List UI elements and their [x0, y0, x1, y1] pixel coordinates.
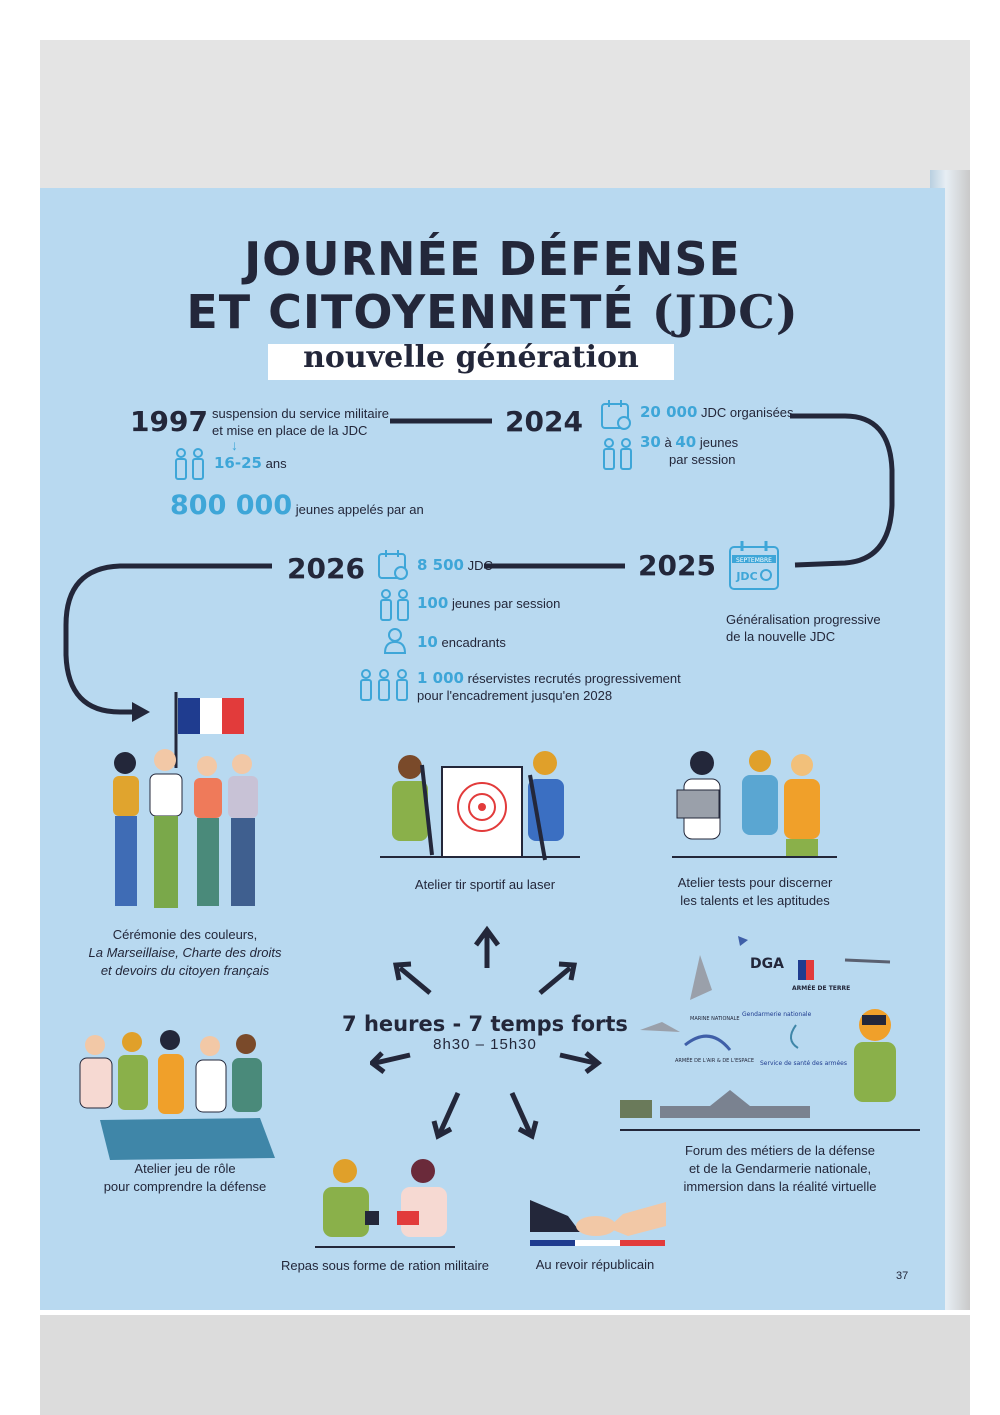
2024-session-size: 30 à 40 jeunes par session	[640, 433, 739, 467]
tests-illustration	[672, 745, 837, 860]
age-range: 16-25 ans	[214, 454, 287, 472]
svg-text:SEPTEMBRE: SEPTEMBRE	[736, 557, 772, 564]
year-2026: 2026	[287, 552, 365, 585]
title-line-2: ET CITOYENNETÉ (JDC)	[186, 285, 799, 339]
2026-staff-count: 10 encadrants	[417, 633, 506, 651]
caption-forum: Forum des métiers de la défense et de la Gendarmerie nationale, immersion dans la réalité virtuelle	[683, 1143, 877, 1194]
people-icon	[172, 447, 208, 481]
september-calendar-icon	[727, 538, 783, 592]
caption-roleplay: Atelier jeu de rôle pour comprendre la défense	[103, 1161, 267, 1194]
2026-jdc-count: 8 500 JDC	[417, 556, 493, 574]
caption-tests: Atelier tests pour discerner les talents et les aptitudes	[677, 875, 833, 908]
forum-illustration	[620, 930, 920, 1135]
2025-description: Généralisation progressive de la nouvelle JDC	[726, 612, 881, 644]
handshake-illustration	[528, 1196, 668, 1252]
caption-goodbye: Au revoir républicain	[535, 1257, 655, 1272]
conscripts-count: 800 000 jeunes appelés par an	[170, 490, 424, 521]
caption-ceremony: Cérémonie des couleurs, La Marseillaise, Charte des droits et devoirs du citoyen français	[88, 927, 282, 978]
year-2024: 2024	[505, 405, 583, 438]
center-summary	[340, 1012, 630, 1053]
subtitle: nouvelle génération	[303, 340, 639, 375]
roleplay-illustration	[70, 1030, 280, 1160]
people-icon	[377, 588, 413, 622]
caption-meal: Repas sous forme de ration militaire	[280, 1258, 490, 1273]
calendar-icon	[377, 548, 411, 582]
down-arrow-icon: ↓	[231, 437, 238, 453]
2026-reservists: 1 000 réservistes recrutés progressivement pour l'encadrement jusqu'en 2028	[417, 669, 681, 703]
svg-text:JDC: JDC	[736, 570, 758, 583]
ceremony-illustration	[100, 748, 270, 918]
title-line-1: JOURNÉE DÉFENSE	[244, 232, 741, 286]
caption-laser: Atelier tir sportif au laser	[414, 877, 556, 892]
page-number: 37	[896, 1270, 909, 1282]
svg-text:Gendarmerie nationale: Gendarmerie nationale	[742, 1011, 812, 1018]
2026-session-size: 100 jeunes par session	[417, 594, 561, 612]
svg-text:MARINE NATIONALE: MARINE NATIONALE	[690, 1016, 740, 1022]
year-1997: 1997	[130, 405, 208, 438]
svg-text:ARMÉE DE L'AIR & DE L'ESPACE: ARMÉE DE L'AIR & DE L'ESPACE	[675, 1058, 755, 1064]
staff-icon	[382, 627, 408, 655]
laser-illustration	[380, 745, 580, 865]
people-icon	[600, 437, 636, 471]
svg-text:ARMÉE DE TERRE: ARMÉE DE TERRE	[792, 985, 851, 992]
1997-description: suspension du service militaire et mise en place de la JDC	[212, 406, 390, 438]
reservists-icon	[357, 668, 411, 704]
year-2025: 2025	[638, 549, 716, 582]
2024-jdc-count: 20 000 JDC organisées	[640, 403, 794, 421]
svg-text:Service de santé des armées: Service de santé des armées	[760, 1060, 847, 1067]
center-hours: 8h30 – 15h30	[433, 1036, 537, 1053]
svg-text:DGA: DGA	[750, 956, 784, 972]
meal-illustration	[315, 1155, 455, 1250]
calendar-icon	[600, 398, 634, 432]
center-title: 7 heures - 7 temps forts	[342, 1012, 628, 1036]
